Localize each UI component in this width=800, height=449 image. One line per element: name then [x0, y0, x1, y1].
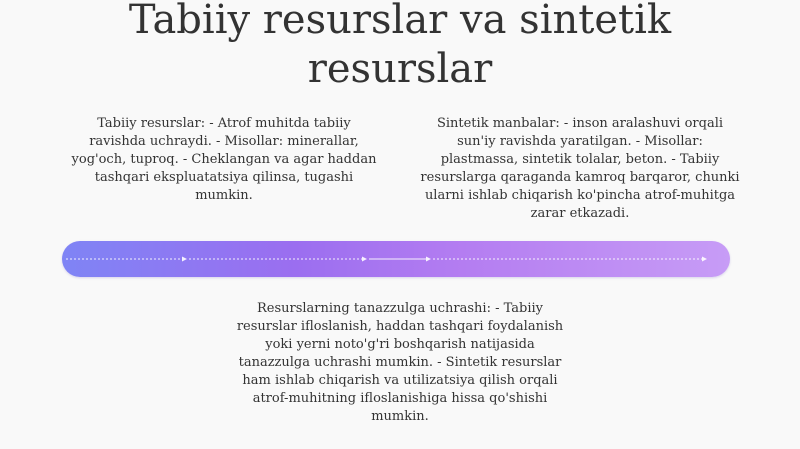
timeline-arrow-segment-1	[66, 257, 187, 262]
natural-resources-text: Tabiiy resurslar: - Atrof muhitda tabiiy ravishda uchraydi. - Misollar: minerallar, yog'och, tuproq. - Cheklangan va agar haddan tashqari ekspluatatsiya qilinsa, tugashi mumkin.	[71, 116, 377, 203]
timeline-arrow-segment-3	[369, 257, 431, 262]
timeline-arrow-segment-2	[189, 257, 367, 262]
slide-title: Tabiiy resurslar va sintetik resurslar	[128, 0, 672, 92]
resource-degradation-text: Resurslarning tanazzulga uchrashi: - Tabiiy resurslar ifloslanish, haddan tashqari foydalanish yoki yerni noto'g'ri boshqarish natijasida tanazzulga uchrashi mumkin. - Sintetik resurslar ham ishlab chiqarish va utilizatsiya qilish orqali atrof-muhitning ifloslanishiga hissa qo'shishi mumkin.	[236, 301, 564, 424]
timeline-arrow-segment-4	[433, 257, 707, 262]
timeline-bar	[62, 241, 730, 277]
synthetic-resources-text: Sintetik manbalar: - inson aralashuvi orqali sun'iy ravishda yaratilgan. - Misollar: plastmassa, sintetik tolalar, beton. - Tabiiy resurslarga qaraganda kamroq barqaror, chunki ularni ishlab chiqarish ko'pincha atrof-muhitga zarar etkazadi.	[420, 116, 740, 221]
timeline-arrows	[62, 241, 730, 277]
